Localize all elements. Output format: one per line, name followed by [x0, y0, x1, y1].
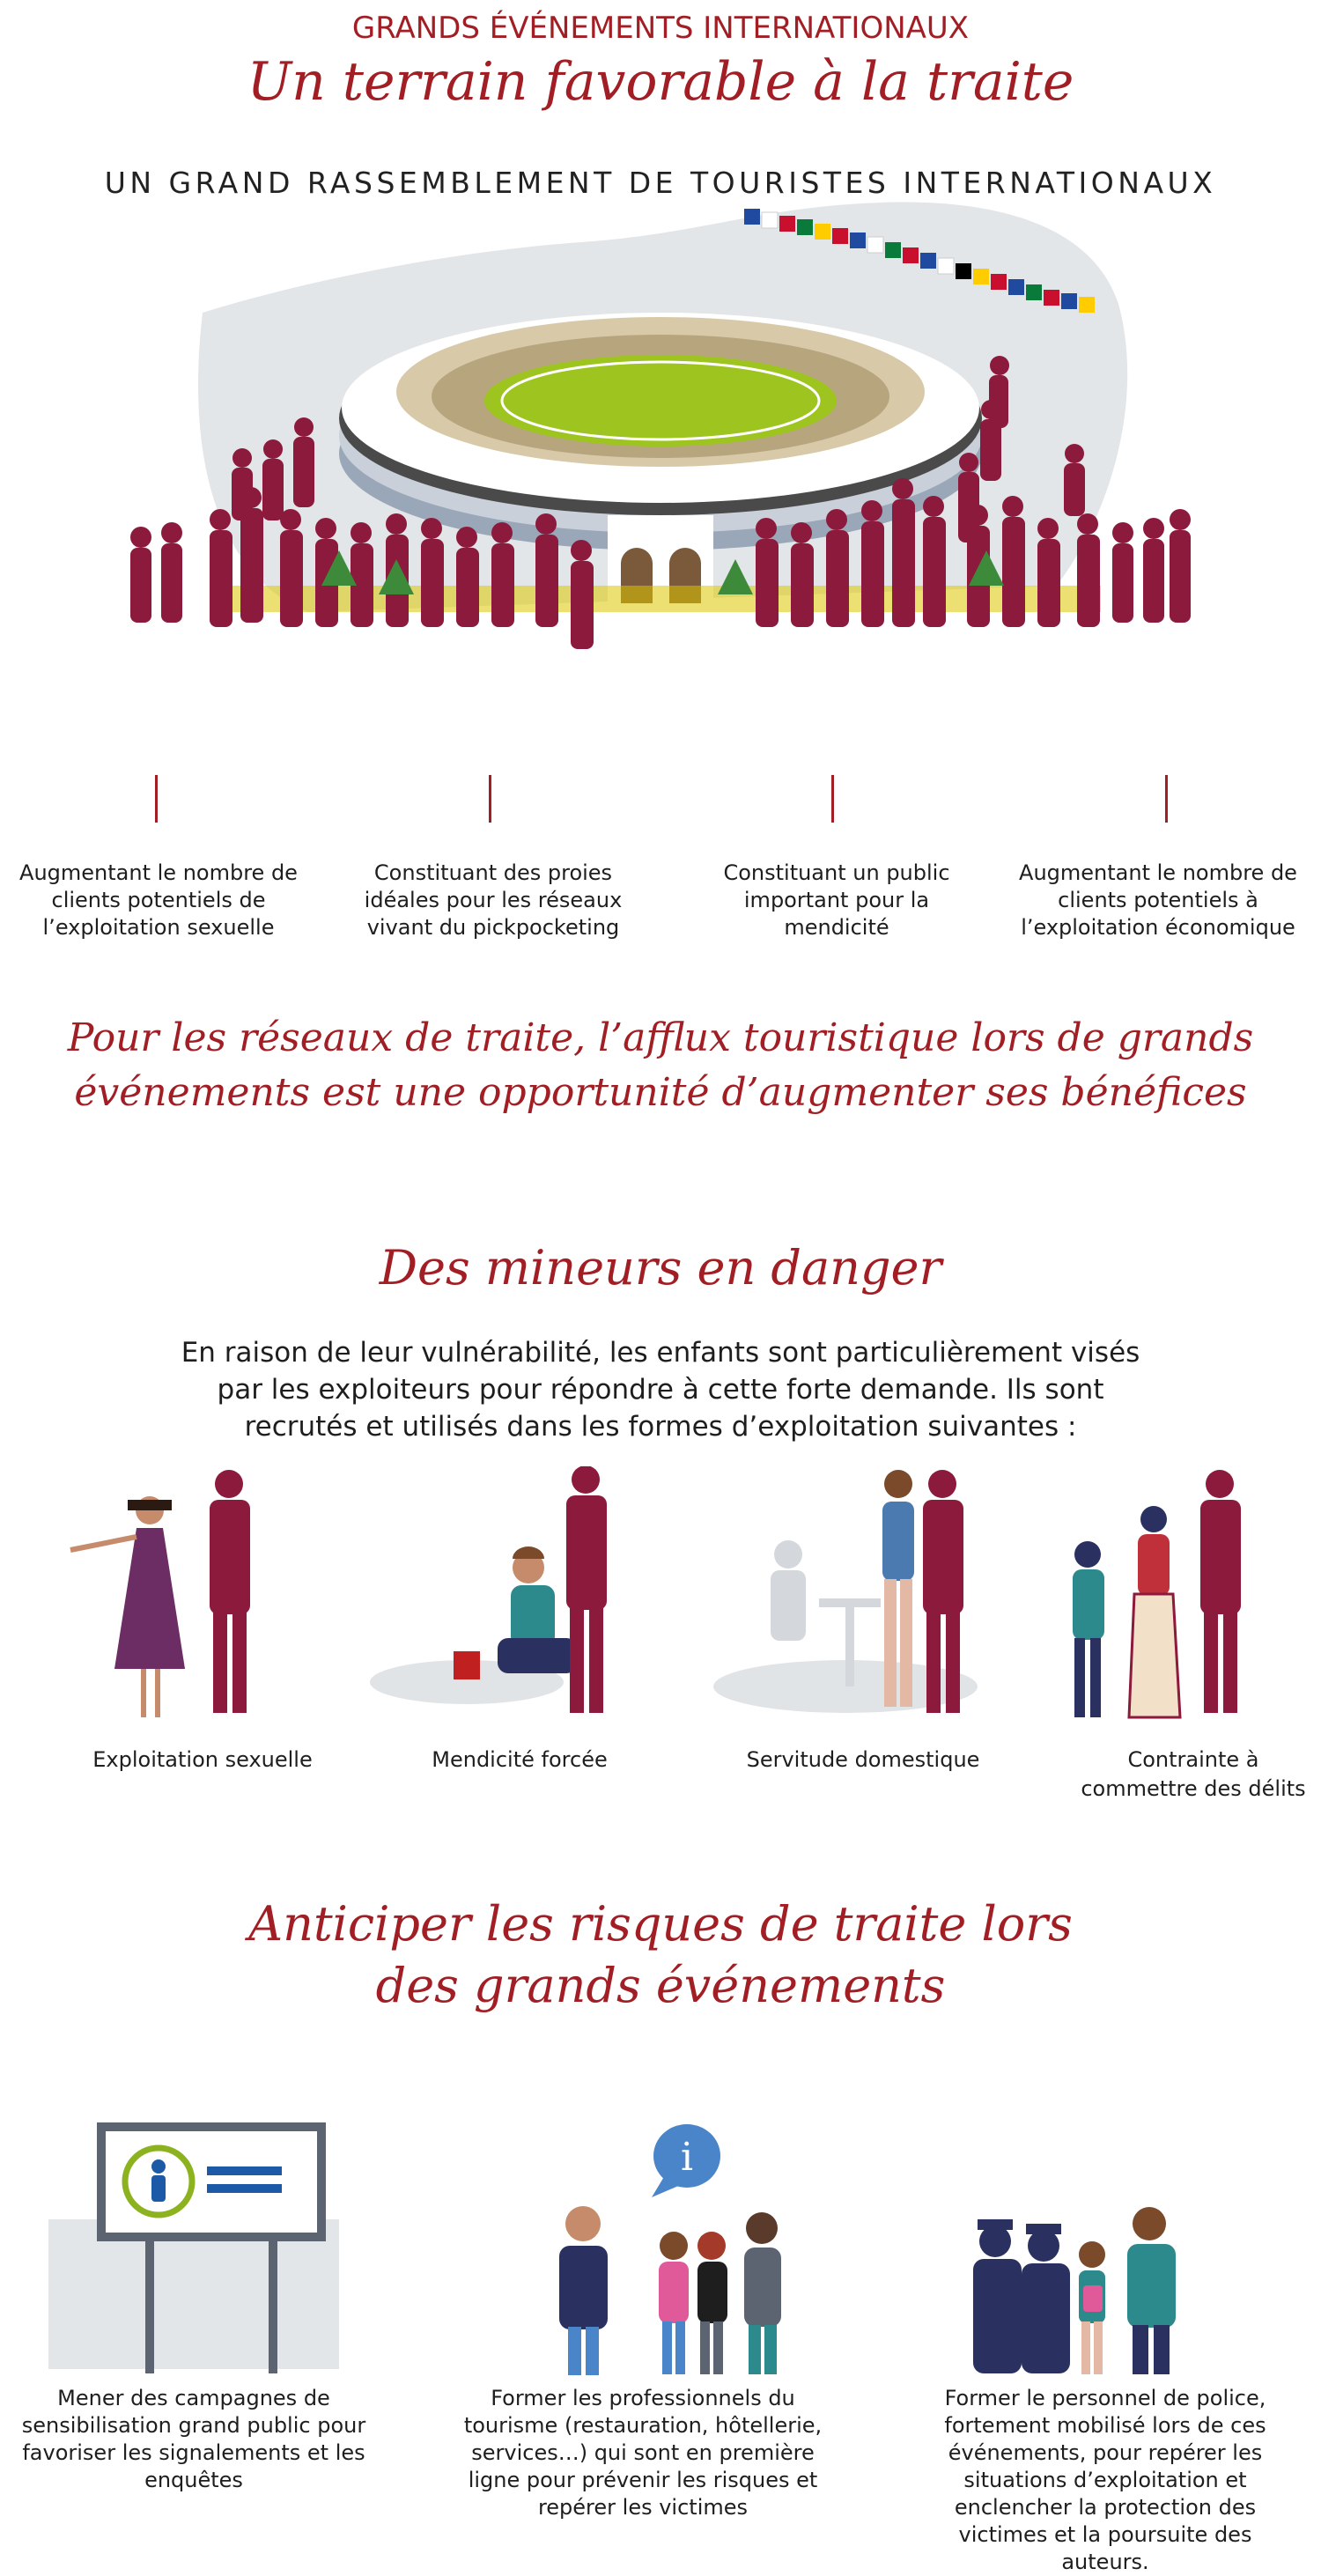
minors-title: Des mineurs en danger	[379, 1240, 942, 1295]
minors-paragraph	[159, 1334, 1162, 1445]
exploitation-figures	[53, 1466, 1286, 1731]
kicker: GRANDS ÉVÉNEMENTS INTERNATIONAUX	[351, 11, 970, 46]
lead-line-1: Pour les réseaux de traite, l’afflux touristique lors de grands	[67, 1015, 1254, 1060]
billboard-icon	[48, 2122, 339, 2373]
caption-tick-4	[1165, 775, 1168, 823]
forced-crime-icon	[1073, 1470, 1241, 1717]
minors-line-1: En raison de leur vulnérabilité, les enfants sont particulièrement visés	[181, 1337, 1140, 1369]
caption-tick-2	[489, 775, 491, 823]
minors-line-3: recrutés et utilisés dans les formes d’exploitation suivantes :	[244, 1411, 1077, 1443]
lead-statement	[0, 1011, 1321, 1120]
police-officers-icon	[973, 2207, 1176, 2374]
forced-begging-icon	[370, 1466, 607, 1713]
action-illustrations	[44, 2122, 1277, 2378]
sexual-exploitation-icon	[70, 1470, 250, 1717]
anticipate-title-line-2: des grands événements	[375, 1958, 946, 2013]
tourism-professionals-icon	[559, 2124, 781, 2375]
info-icon: i	[680, 2135, 694, 2180]
crowd-caption-pickpocket: Constituant des proies idéales pour les réseaux vivant du pickpocketing	[364, 860, 623, 940]
anticipate-title-line-1: Anticiper les risques de traite lors	[248, 1896, 1073, 1952]
action-caption-tourism: Former les professionnels du tourisme (restauration, hôtellerie, services…) qui sont en première ligne pour prévenir les risques et repérer les victimes	[463, 2386, 823, 2520]
caption-tick-3	[831, 775, 834, 823]
page-title: Un terrain favorable à la traite	[247, 51, 1074, 113]
form-label-domestic: Servitude domestique	[746, 1747, 980, 1772]
crowd-caption-begging: Constituant un public important pour la mendicité	[723, 860, 950, 940]
action-caption-campaigns: Mener des campagnes de sensibilisation grand public pour favoriser les signalements et les enquêtes	[21, 2386, 366, 2492]
lead-line-2: événements est une opportunité d’augmenter ses bénéfices	[74, 1070, 1247, 1115]
minors-line-2: par les exploiteurs pour répondre à cette forte demande. Ils sont	[217, 1374, 1104, 1406]
anticipate-title	[0, 1893, 1321, 2017]
form-label-begging: Mendicité forcée	[432, 1747, 608, 1772]
crowd-caption-economic: Augmentant le nombre de clients potentiels à l’exploitation économique	[1019, 860, 1297, 940]
section-subtitle: UN GRAND RASSEMBLEMENT DE TOURISTES INTERNATIONAUX	[104, 166, 1217, 200]
crowd-caption-sexual: Augmentant le nombre de clients potentiels de l’exploitation sexuelle	[19, 860, 298, 940]
stadium-illustration	[88, 198, 1233, 744]
caption-tick-1	[155, 775, 158, 823]
form-label-sexual: Exploitation sexuelle	[92, 1747, 313, 1772]
form-label-crime: Contrainte à commettre des délits	[1081, 1747, 1306, 1801]
action-caption-police: Former le personnel de police, fortement mobilisé lors de ces événements, pour repérer les situations d’exploitation et enclencher la protection des victimes et la poursuite des auteurs.	[944, 2386, 1266, 2574]
domestic-servitude-icon	[713, 1470, 978, 1713]
